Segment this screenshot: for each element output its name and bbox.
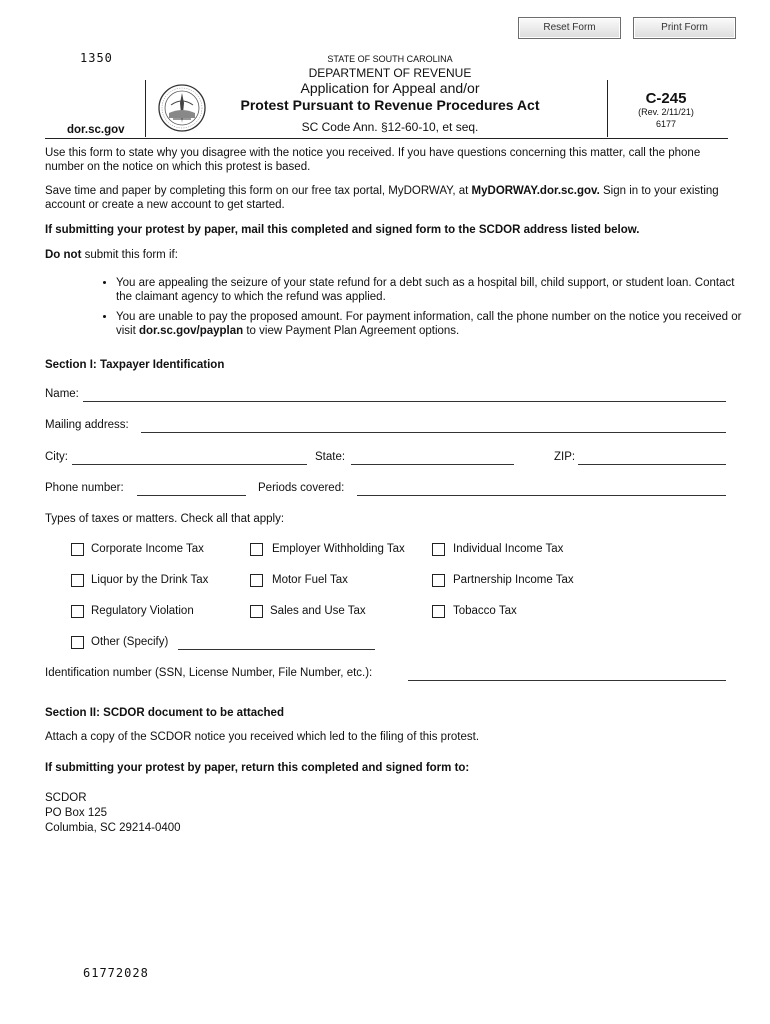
mailing-address-label: Mailing address: <box>45 419 129 431</box>
label-individual-income-tax: Individual Income Tax <box>453 543 564 555</box>
print-form-button[interactable]: Print Form <box>633 17 736 39</box>
section1-heading: Section I: Taxpayer Identification <box>45 359 225 371</box>
periods-label: Periods covered: <box>258 482 345 494</box>
intro-paragraph: Use this form to state why you disagree with the notice you received. If you have questions concerning this matter, call the phone number on the notice on which this protest is based. <box>45 147 701 173</box>
label-sales-and-use-tax: Sales and Use Tax <box>270 605 366 617</box>
exclusion-item-refund: • You are appealing the seizure of your state refund for a debt such as a hospital bill, child support, or student loan. Contact the claimant agency to which the refund was applied. <box>116 276 746 304</box>
barcode-number: 61772028 <box>83 966 149 980</box>
label-regulatory-violation: Regulatory Violation <box>91 605 194 617</box>
label-partnership-income-tax: Partnership Income Tax <box>453 574 574 586</box>
id-number-field[interactable] <box>408 668 726 681</box>
label-employer-withholding-tax: Employer Withholding Tax <box>272 543 405 555</box>
state-seal-icon <box>157 83 207 133</box>
form-title-line1: Application for Appeal and/or <box>300 80 480 96</box>
exclusion-item-payment <box>116 310 746 338</box>
id-number-label: Identification number (SSN, License Number, File Number, etc.): <box>45 667 373 679</box>
form-id: C-245 <box>645 90 687 107</box>
phone-field[interactable] <box>137 483 246 496</box>
address-line3: Columbia, SC 29214-0400 <box>45 822 181 834</box>
state-name: STATE OF SOUTH CAROLINA <box>327 54 453 64</box>
checkbox-employer-withholding-tax[interactable] <box>250 543 263 556</box>
address-line2: PO Box 125 <box>45 807 108 819</box>
payment-text-post: to view Payment Plan Agreement options. <box>243 325 460 337</box>
department-name: DEPARTMENT OF REVENUE <box>308 66 472 80</box>
header-divider-left <box>145 80 146 137</box>
code-reference: SC Code Ann. §12-60-10, et seq. <box>301 120 479 134</box>
form-title-line2: Protest Pursuant to Revenue Procedures Act <box>240 97 540 113</box>
reset-form-button[interactable]: Reset Form <box>518 17 621 39</box>
do-not-submit-line <box>45 249 730 263</box>
phone-label: Phone number: <box>45 482 124 494</box>
header-divider-right <box>607 80 608 137</box>
form-number-top: 1350 <box>80 51 113 65</box>
name-label: Name: <box>45 388 79 400</box>
checkbox-sales-and-use-tax[interactable] <box>250 605 263 618</box>
checkbox-motor-fuel-tax[interactable] <box>250 574 263 587</box>
checkbox-liquor-by-the-drink-tax[interactable] <box>71 574 84 587</box>
mydorway-text-post: Sign in to your existing account or create a new account to get started. <box>45 185 719 211</box>
mydorway-text-pre: Save time and paper by completing this form on our free tax portal, MyDORWAY, at <box>45 185 472 197</box>
mail-instruction: If submitting your protest by paper, mail this completed and signed form to the SCDOR address listed below. <box>45 224 640 236</box>
checkbox-partnership-income-tax[interactable] <box>432 574 445 587</box>
website: dor.sc.gov <box>67 124 125 136</box>
checkbox-other[interactable] <box>71 636 84 649</box>
attach-instruction: Attach a copy of the SCDOR notice you received which led to the filing of this protest. <box>45 731 480 743</box>
types-label: Types of taxes or matters. Check all that apply: <box>45 513 285 525</box>
checkbox-individual-income-tax[interactable] <box>432 543 445 556</box>
do-not-text: Do not <box>45 249 82 261</box>
mydorway-paragraph <box>45 185 730 212</box>
mydorway-link[interactable]: MyDORWAY.dor.sc.gov. <box>471 185 600 197</box>
mailing-address-field[interactable] <box>141 420 726 433</box>
label-liquor-by-the-drink-tax: Liquor by the Drink Tax <box>91 574 209 586</box>
paper-return-instruction: If submitting your protest by paper, return this completed and signed form to: <box>45 762 470 774</box>
section2-heading: Section II: SCDOR document to be attached <box>45 707 284 719</box>
periods-field[interactable] <box>357 483 726 496</box>
address-line1: SCDOR <box>45 792 87 804</box>
header-bottom-rule <box>45 138 728 139</box>
zip-field[interactable] <box>578 452 726 465</box>
label-other-specify: Other (Specify) <box>91 636 169 648</box>
state-field[interactable] <box>351 452 514 465</box>
name-field[interactable] <box>83 389 726 402</box>
other-specify-field[interactable] <box>178 637 375 650</box>
do-not-rest: submit this form if: <box>81 249 178 261</box>
checkbox-corporate-income-tax[interactable] <box>71 543 84 556</box>
state-label: State: <box>315 451 346 463</box>
checkbox-regulatory-violation[interactable] <box>71 605 84 618</box>
label-motor-fuel-tax: Motor Fuel Tax <box>272 574 348 586</box>
form-code-number: 6177 <box>655 119 677 129</box>
payment-text-pre: You are unable to pay the proposed amount. For payment information, call the phone number on the notice you received or visit <box>116 311 742 337</box>
checkbox-tobacco-tax[interactable] <box>432 605 445 618</box>
payplan-link[interactable]: dor.sc.gov/payplan <box>139 325 244 337</box>
exclusion-list <box>100 276 746 344</box>
city-field[interactable] <box>72 452 307 465</box>
zip-label: ZIP: <box>554 451 576 463</box>
city-label: City: <box>45 451 68 463</box>
label-corporate-income-tax: Corporate Income Tax <box>91 543 204 555</box>
revision-date: (Rev. 2/11/21) <box>638 107 694 117</box>
label-tobacco-tax: Tobacco Tax <box>453 605 517 617</box>
